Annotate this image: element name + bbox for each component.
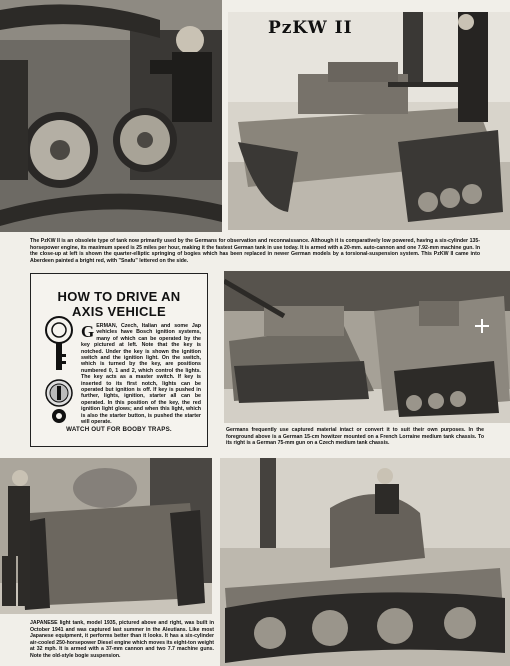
photo-pzkw-ii bbox=[228, 12, 510, 230]
ignition-light-icon bbox=[46, 408, 72, 424]
photo-suspension-closeup bbox=[0, 0, 222, 232]
bosch-key-icon bbox=[43, 314, 75, 374]
caption-japanese-lead: JAPANESE bbox=[30, 620, 58, 626]
howto-body bbox=[81, 323, 201, 426]
caption-japanese-text: light tank, model 1935, pictured above and right, was built in October 1941 and was captured last summer in the Aleutians. Like most Japanese equipment, it performs better than it looks. It has a six-cylinder air-cooled 250-horsepower Diesel engine which moves its eight-ton weight at 32 mph. It is armed with a 37-mm cannon and two 7.7 machine guns. Note the old-style bogie suspension. bbox=[30, 620, 214, 659]
caption-pzkw bbox=[30, 238, 480, 264]
caption-captured bbox=[226, 427, 484, 447]
howto-warning: WATCH OUT FOR BOOBY TRAPS. bbox=[66, 426, 172, 433]
photo-label-pzkw: PzKW II bbox=[268, 18, 353, 38]
ignition-switch-icon bbox=[44, 378, 74, 408]
howto-title-line1: HOW TO DRIVE AN bbox=[57, 289, 181, 304]
howto-title-line2: AXIS VEHICLE bbox=[72, 304, 166, 319]
caption-japanese bbox=[30, 620, 214, 660]
caption-pzkw-text: is an obsolete type of tank now primarily used by the Germans for observation and reconnaissance. Although it is comparatively low powered, having a six-cylinder 135-horsepower engine, its maximum speed is 25 miles per hour, making it the fastest German tank in use today. It is armed with a 20-mm. auto-cannon and one 7.92-mm machine gun. In the close-up at left is shown the quarter-elliptic springing of bogies which has been replaced in newer German models by a torsional-suspension system. This PzKW II came into Aberdeen painted a bright red, with "Snafu" lettered on the side. bbox=[30, 238, 480, 264]
howto-body-text: ERMAN, Czech, Italian and some Jap vehicles have Bosch ignition systems, many of which can be operated by the key pictured at left. Note that the key is notched. Under the key is shown the ignition switch and the ignition light. On the switch, which is turned by the key, are positions numbered 0, 1 and 2, which control the lights. The key acts as a master switch. If key is inserted to its first notch, lights can be operated but ignition is off. If key is pushed in further, lights, ignition, starter all can be operated. In this position of the key, the red ignition light glows; and when this light, which is also the starter button, is pushed the starter will operate. bbox=[81, 323, 201, 426]
howto-dropcap: G bbox=[81, 322, 95, 341]
caption-captured-text: Germans frequently use captured material intact or convert it to suit their own purposes. In the foreground above is a German 15-cm howitzer mounted on a French Lorraine medium tank chassis. To its right is a German 75-mm gun on a Czech medium tank chassis. bbox=[226, 427, 484, 447]
photo-japanese-tank-front bbox=[0, 458, 212, 614]
photo-captured-tanks bbox=[224, 271, 510, 423]
caption-pzkw-lead: The PzKW II bbox=[30, 238, 60, 244]
howto-box bbox=[30, 273, 208, 447]
photo-japanese-tank-side bbox=[220, 458, 510, 666]
